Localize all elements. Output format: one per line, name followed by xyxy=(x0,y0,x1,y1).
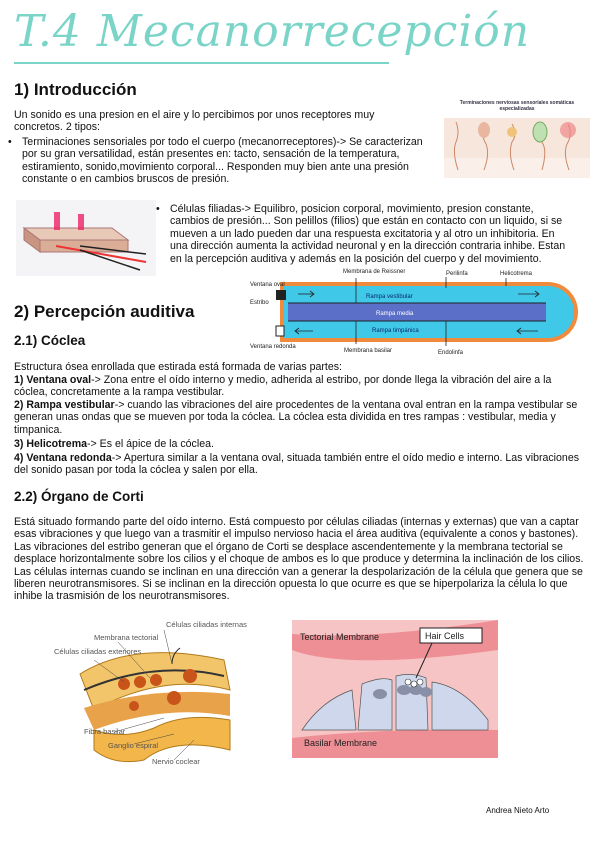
cochlea-heading: 2.1) Cóclea xyxy=(14,333,86,348)
cochlea-intro: Estructura ósea enrollada que estirada está formada de varias partes: xyxy=(14,361,343,373)
author-signature: Andrea Nieto Arto xyxy=(486,806,550,815)
item2-label: 2) Rampa vestibular xyxy=(14,399,115,411)
item2-text: -> cuando las vibraciones del aire procedentes de la ventana oval entran en la rampa vestibular se generan unas ondas que se mueven por toda la cóclea. La cóclea esta dividida en tres rampas : vestibular, media y timpanica. xyxy=(14,399,578,436)
cochlea-item-helicotrema xyxy=(14,438,584,450)
oval-window-mark xyxy=(276,290,286,300)
corti-heading: 2.2) Órgano de Corti xyxy=(14,489,144,504)
receptors-figure-caption: Terminaciones nerviosas sensoriales somáticas especializadas xyxy=(459,100,575,112)
label-rampa-timpanica: Rampa timpánica xyxy=(372,328,419,334)
cochlea-item-ventana-oval xyxy=(14,374,584,399)
corti-diagram-right xyxy=(292,620,498,758)
hair-cell-illustration xyxy=(16,200,156,276)
label-celulas-exteriores: Células ciliadas exteriores xyxy=(54,647,142,656)
label-endolinfa: Endolinfa xyxy=(438,350,464,356)
label-membrana-reissner: Membrana de Reissner xyxy=(343,269,406,275)
round-window-mark xyxy=(276,326,284,336)
intro-heading: 1) Introducción xyxy=(14,80,137,99)
label-rampa-media: Rampa media xyxy=(376,311,414,317)
item4-text: -> Apertura similar a la ventana oval, situada también entre el oído medio e interno. Las vibraciones del sonido pasan por toda la cóclea y salen por ella. xyxy=(14,452,580,477)
corti-paragraph: Está situado formando parte del oído interno. Está compuesto por células ciliadas (internas y externas) que van a captar esas vibraciones y que luego van a trasmitir el impulso nervioso hacia el área auditiva (equivalente a conos y bastones). Las vibraciones del estribo generan que el órgano de Corti se desplace ascendentemente y la membrana tectorial se desplace horizontalmente sobre los cilios y el choque de ambos es lo que produce y determina la inclinación de los cilios. Las células internas cuando se inclinan en una dirección van a generar la despolarización de la célula que genera que se liberen neurotransmisores. Si se inclinan en la dirección opuesta lo que ocurre es que se hiperpolariza la célula lo que inhibe la trasmisión de los neurotransmisores. xyxy=(14,516,584,603)
cochlea-diagram xyxy=(248,268,594,360)
item4-label: 4) Ventana redonda xyxy=(14,452,112,464)
auditory-heading: 2) Percepción auditiva xyxy=(14,302,195,321)
label-fibra-basilar: Fibra basilar xyxy=(84,727,126,736)
label-basilar-membrane: Basilar Membrane xyxy=(304,738,378,748)
scala-media xyxy=(288,303,546,321)
title-underline xyxy=(14,62,389,64)
label-estribo: Estribo xyxy=(250,300,269,306)
receptors-illustration xyxy=(444,112,590,184)
label-tectorial-membrane: Tectorial Membrane xyxy=(300,632,380,642)
item3-text: -> Es el ápice de la cóclea. xyxy=(87,438,214,450)
corti-diagram-left xyxy=(54,620,250,770)
label-membrana-tectorial: Membrana tectorial xyxy=(94,633,159,642)
label-ventana-oval: Ventana oval xyxy=(250,282,285,288)
label-helicotrema: Helicotrema xyxy=(500,271,533,277)
intro-paragraph: Un sonido es una presion en el aire y lo percibimos por unos receptores muy concretos. 2 tipos: xyxy=(14,109,375,134)
bullet-celulas-filiadas: • Células filiadas-> Equilibro, posicion corporal, movimiento, presion constante, cambios de presión... Son pelillos (filios) que están en contacto con un liquido, si se mueven a un lado pueden dar una respuesta excitatoria y al otro un inhibitoria. En una dirección aumenta la actividad neuronal y en la dirección contraria inhibe. Estan en la percepción auditiva y además en la posición del cuerpo y del movimiento. xyxy=(170,203,572,265)
item1-text: -> Zona entre el oído interno y medio, adherida al estribo, por donde llega la vibración del aire a la cóclea, concretamente a la rampa vestibular. xyxy=(14,374,552,399)
label-rampa-vestibular: Rampa vestibular xyxy=(366,294,413,300)
label-ventana-redonda: Ventana redonda xyxy=(250,344,296,350)
page-title: T.4 Mecanorrecepción xyxy=(14,6,531,57)
cochlea-item-rampa-vestibular xyxy=(14,399,584,436)
receptors-figure xyxy=(444,100,590,186)
hair-cell-figure xyxy=(16,200,156,276)
label-nervio-coclear: Nervio coclear xyxy=(152,757,200,766)
item3-label: 3) Helicotrema xyxy=(14,438,88,450)
label-membrana-basilar: Membrana basilar xyxy=(344,348,393,354)
item1-label: 1) Ventana oval xyxy=(14,374,92,386)
label-hair-cells: Hair Cells xyxy=(425,631,465,641)
label-perilinfa: Perilinfa xyxy=(446,271,468,277)
label-ganglio-espiral: Ganglio espiral xyxy=(108,741,159,750)
label-celulas-internas: Células ciliadas internas xyxy=(166,620,247,629)
bullet-terminaciones: • Terminaciones sensoriales por todo el cuerpo (mecanorreceptores)-> Se caracterizan por su gran versatilidad, están presentes en: tacto, sensación de la temperatura, estiramiento, sonido,movimiento corporal... Responden muy bien ante una presión constante o en cambios bruscos de presión. xyxy=(22,136,430,186)
cochlea-item-ventana-redonda xyxy=(14,452,584,477)
